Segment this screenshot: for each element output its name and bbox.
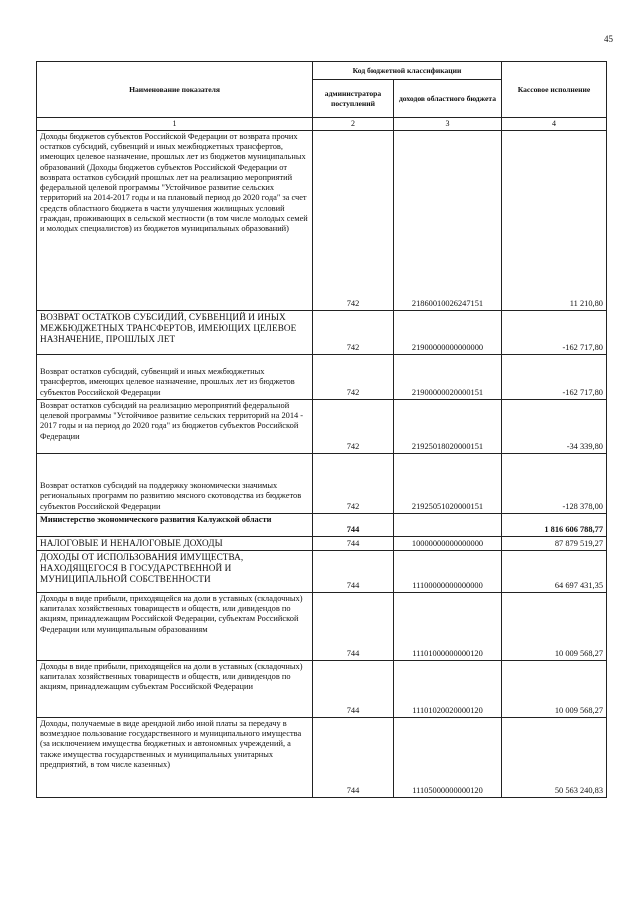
column-numbers-row [37,118,607,131]
row-kbk-code: 21900000000000000 [394,310,502,354]
row-amount: 64 697 431,35 [502,550,607,592]
table-row [37,310,607,354]
row-amount: -162 717,80 [502,310,607,354]
table-row [37,513,607,536]
row-kbk-code: 10000000000000000 [394,536,502,550]
row-kbk-code: 11101000000000120 [394,592,502,660]
row-name: НАЛОГОВЫЕ И НЕНАЛОГОВЫЕ ДОХОДЫ [37,536,313,550]
row-admin-code: 744 [313,660,394,717]
row-kbk-code: 11101020020000120 [394,660,502,717]
row-name: ВОЗВРАТ ОСТАТКОВ СУБСИДИЙ, СУБВЕНЦИЙ И ИНЫХ МЕЖБЮДЖЕТНЫХ ТРАНСФЕРТОВ, ИМЕЮЩИХ ЦЕЛЕВОЕ НАЗНАЧЕНИЕ, ПРОШЛЫХ ЛЕТ [37,310,313,354]
column-number: 2 [313,118,394,131]
row-amount: 87 879 519,27 [502,536,607,550]
row-amount: 10 009 568,27 [502,592,607,660]
row-name: Возврат остатков субсидий на реализацию мероприятий федеральной целевой программы "Устойчивое развитие сельских территорий на 2014 - 2017 годы и на период до 2020 года" из бюджетов субъектов Российской Федерации [37,399,313,453]
column-number: 1 [37,118,313,131]
row-name: Доходы в виде прибыли, приходящейся на доли в уставных (складочных) капиталах хозяйственных товариществ и обществ, или дивидендов по акциям, принадлежащим субъектам Российской Федерации [37,660,313,717]
row-kbk-code: 11105000000000120 [394,717,502,797]
row-kbk-code: 21925051020000151 [394,453,502,513]
row-admin-code: 744 [313,536,394,550]
table-row [37,660,607,717]
column-number: 4 [502,118,607,131]
row-kbk-code: 21860010026247151 [394,130,502,310]
table-row [37,354,607,399]
page-number: 45 [604,34,613,44]
row-amount: 10 009 568,27 [502,660,607,717]
row-name: Возврат остатков субсидий на поддержку экономически значимых региональных программ по развитию мясного скотоводства из бюджетов субъектов Российской Федерации [37,453,313,513]
header-admin: администратора поступлений [313,80,394,118]
row-admin-code: 744 [313,550,394,592]
row-amount: 11 210,80 [502,130,607,310]
row-amount: 1 816 606 788,77 [502,513,607,536]
table-row [37,717,607,797]
row-admin-code: 744 [313,592,394,660]
table-row [37,399,607,453]
row-kbk-code: 11100000000000000 [394,550,502,592]
table-row [37,550,607,592]
row-admin-code: 742 [313,453,394,513]
header-income: доходов областного бюджета [394,80,502,118]
row-amount: -128 378,00 [502,453,607,513]
row-admin-code: 742 [313,354,394,399]
row-admin-code: 742 [313,310,394,354]
column-number: 3 [394,118,502,131]
header-kbk-group: Код бюджетной классификации [313,62,502,80]
row-name: Министерство экономического развития Калужской области [37,513,313,536]
table-row [37,536,607,550]
row-name: Доходы в виде прибыли, приходящейся на доли в уставных (складочных) капиталах хозяйственных товариществ и обществ, или дивидендов по акциям, принадлежащим Российской Федерации, субъектам Российской Федерации или муниципальным образованиям [37,592,313,660]
row-amount: 50 563 240,83 [502,717,607,797]
income-execution-table [36,61,607,798]
row-admin-code: 742 [313,399,394,453]
row-name: Возврат остатков субсидий, субвенций и иных межбюджетных трансфертов, имеющих целевое назначение, прошлых лет из бюджетов субъектов Российской Федерации [37,354,313,399]
row-name: Доходы бюджетов субъектов Российской Федерации от возврата прочих остатков субсидий, субвенций и иных межбюджетных трансфертов, имеющих целевое назначение, прошлых лет из бюджетов муниципальных образований (Доходы бюджетов субъектов Российской Федерации от возврата остатков субсидий прошлых лет на реализацию мероприятий федеральной целевой программы "Устойчивое развитие сельских территорий на 2014-2017 годы и на плановый период до 2020 года" за счет средств областного бюджета в части улучшения жилищных условий граждан, проживающих в сельской местности (в том числе молодых семей и молодых специалистов) из бюджетов муниципальных образований) [37,130,313,310]
table-row [37,453,607,513]
row-kbk-code: 21900000020000151 [394,354,502,399]
row-name: Доходы, получаемые в виде арендной либо иной платы за передачу в возмездное пользование государственного и муниципального имущества (за исключением имущества бюджетных и автономных учреждений, а также имущества государственных и муниципальных унитарных предприятий, в том числе казенных) [37,717,313,797]
row-name: ДОХОДЫ ОТ ИСПОЛЬЗОВАНИЯ ИМУЩЕСТВА, НАХОДЯЩЕГОСЯ В ГОСУДАРСТВЕННОЙ И МУНИЦИПАЛЬНОЙ СОБСТВЕННОСТИ [37,550,313,592]
header-name: Наименование показателя [37,62,313,118]
table-row [37,130,607,310]
row-amount: -34 339,80 [502,399,607,453]
row-kbk-code: 21925018020000151 [394,399,502,453]
table-row [37,592,607,660]
row-kbk-code [394,513,502,536]
row-amount: -162 717,80 [502,354,607,399]
row-admin-code: 744 [313,717,394,797]
row-admin-code: 744 [313,513,394,536]
header-execution: Кассовое исполнение [502,62,607,118]
row-admin-code: 742 [313,130,394,310]
